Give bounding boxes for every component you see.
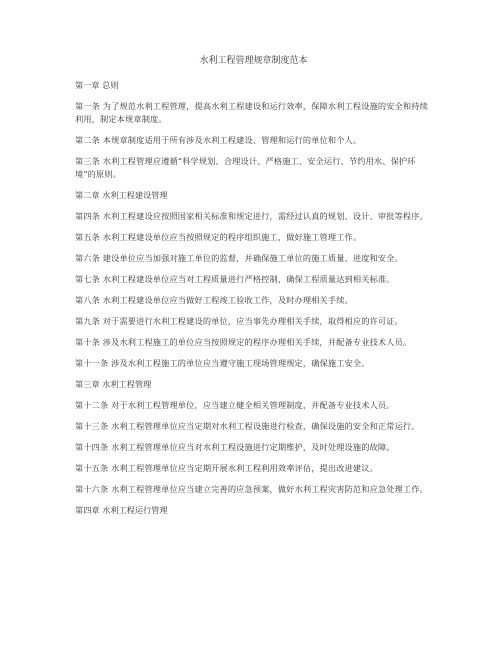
article-paragraph: 第十条 涉及水利工程施工的单位应当按照规定的程序办理相关手续，并配备专业技术人员。 xyxy=(75,337,412,347)
article-paragraph: 第三条 水利工程管理应遵循“科学规划、合理设计、严格施工、安全运行、节约用水、保护环境”的原则。 xyxy=(75,156,416,179)
article-paragraph: 第十四条 水利工程管理单位应当对水利工程设施进行定期维护，及时处理设施的故障。 xyxy=(75,442,395,452)
chapter-heading: 第一章 总则 xyxy=(75,80,119,90)
chapter-heading: 第二章 水利工程建设管理 xyxy=(75,190,168,200)
chapter-heading: 第三章 水利工程管理 xyxy=(75,379,152,389)
article-paragraph: 第八条 水利工程建设单位应当做好工程竣工验收工作，及时办理相关手续。 xyxy=(75,295,353,305)
article-paragraph: 第六条 建设单位应当加强对施工单位的监督，并确保施工单位的施工质量、进度和安全。 xyxy=(75,253,403,263)
article-paragraph: 第十二条 对于水利工程管理单位，应当建立健全相关管理制度，并配备专业技术人员。 xyxy=(75,400,395,410)
article-paragraph: 第十五条 水利工程管理单位应当定期开展水利工程利用效率评估，提出改进建议。 xyxy=(75,463,378,473)
article-paragraph: 第七条 水利工程建设单位应当对工程质量进行严格控制，确保工程质量达到相关标准。 xyxy=(75,274,395,284)
chapter-heading: 第四章 水利工程运行管理 xyxy=(75,505,168,515)
article-paragraph: 第九条 对于需要进行水利工程建设的单位，应当事先办理相关手续，取得相应的许可证。 xyxy=(75,316,403,326)
article-paragraph: 第五条 水利工程建设单位应当按照规定的程序组织施工，做好施工管理工作。 xyxy=(75,232,362,242)
article-paragraph: 第二条 本规章制度适用于所有涉及水利工程建设、管理和运行的单位和个人。 xyxy=(75,135,362,145)
article-paragraph: 第十三条 水利工程管理单位应当定期对水利工程设施进行检查，确保设施的安全和正常运行。 xyxy=(75,421,420,431)
article-paragraph: 第十一条 涉及水利工程施工的单位应当遵守施工现场管理规定，确保施工安全。 xyxy=(75,358,370,368)
article-paragraph: 第四条 水利工程建设应按照国家相关标准和规定进行，需经过认真的规划、设计、审批等程序。 xyxy=(75,211,428,221)
article-paragraph: 第一条 为了规范水利工程管理，提高水利工程建设和运行效率，保障水利工程设施的安全和持续利用，制定本规章制度。 xyxy=(75,101,428,124)
article-paragraph: 第十六条 水利工程管理单位应当建立完善的应急预案，做好水利工程灾害防范和应急处理工作。 xyxy=(75,484,428,494)
document-title: 水利工程管理规章制度范本 xyxy=(199,56,308,66)
